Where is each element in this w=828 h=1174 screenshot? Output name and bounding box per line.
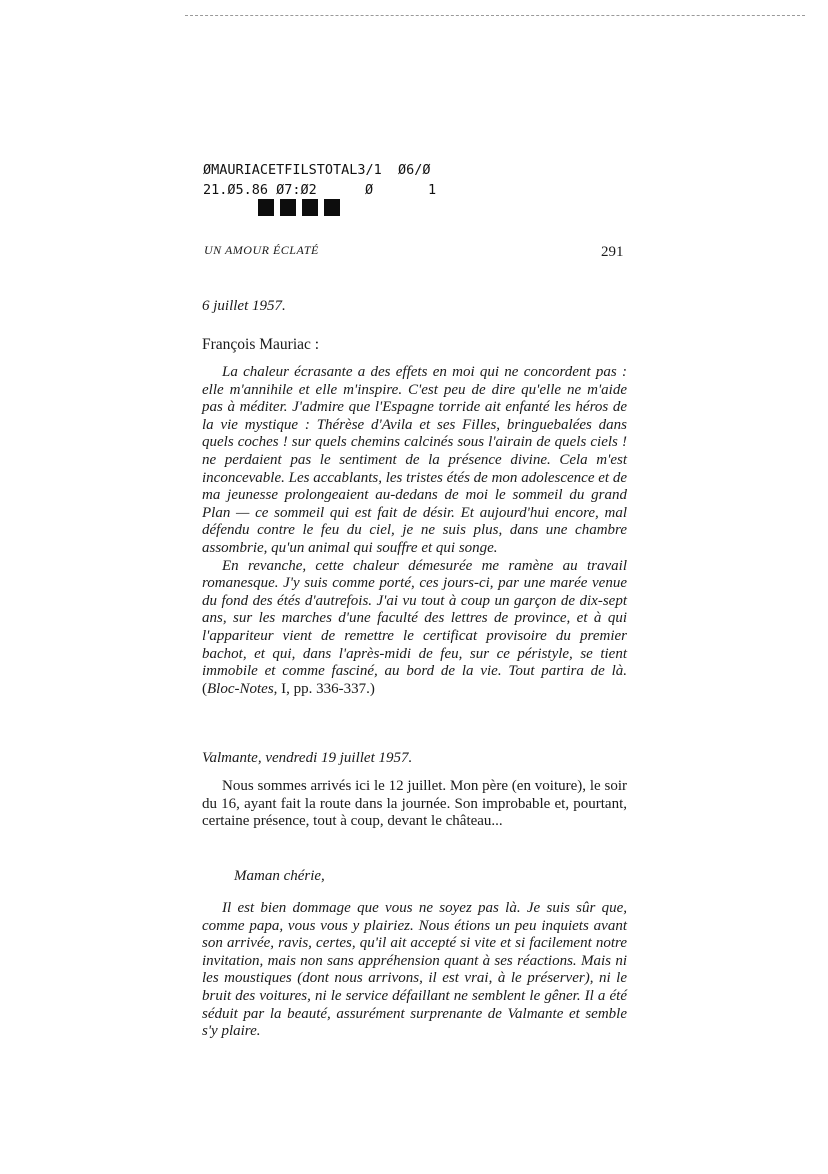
stamp-code-b: Ø6/Ø (398, 162, 431, 178)
stamp-timestamp: 21.Ø5.86 Ø7:Ø2 (203, 182, 317, 198)
redaction-block (302, 199, 318, 216)
speaker-name: François Mauriac : (202, 336, 320, 353)
stamp-one: 1 (428, 182, 437, 198)
redaction-block (258, 199, 274, 216)
stamp-zero: Ø (365, 182, 374, 198)
page-number: 291 (601, 244, 624, 260)
citation-rest: , I, pp. 336-337.) (273, 680, 375, 697)
top-rule (185, 15, 805, 16)
redaction-block (280, 199, 296, 216)
narrative-paragraph: Nous sommes arrivés ici le 12 juillet. Mon père (en voiture), le soir du 16, ayant fait la route dans la journée. Son improbable et, pourtant, certaine présence, tout à coup, devant le château... (202, 778, 627, 830)
redaction-block (324, 199, 340, 216)
quote-paragraph-2 (202, 558, 627, 699)
letter-salutation: Maman chérie, (234, 868, 325, 884)
quote-paragraph-1: La chaleur écrasante a des effets en moi qui ne concordent pas : elle m'annihile et elle m'inspire. C'est peu de dire qu'elle ne m'aide pas à méditer. J'admire que l'Espagne torride ait enfanté les héros de la vie mystique : Thérèse d'Avila et ses Filles, bringuebalées dans quels coches ! sur quels chemins calcinés sous l'airain de quels ciels ! ne perdaient pas le sentiment de la présence divine. Cela m'est inconcevable. Les accablants, les tristes étés de mon adolescence et de ma jeunesse prolongeaient au-dedans de moi le sommeil du grand Plan — ce sommeil qui est fait de désir. Et aujourd'hui encore, mal défendu contre le feu du ciel, je ne suis plus, dans une chambre assombrie, qu'un animal qui souffre et qui songe. (202, 364, 627, 556)
entry-date-2: Valmante, vendredi 19 juillet 1957. (202, 750, 413, 766)
citation-open: ( (202, 680, 207, 697)
letter-body: Il est bien dommage que vous ne soyez pas là. Je suis sûr que, comme papa, vous vous y plairiez. Nous étions un peu inquiets avant son arrivée, ravis, certes, qu'il ait accepté si vite et si facilement notre invitation, mais non sans appréhension quant à ses réactions. Mais ni les moustiques (dont nous arrivons, il est vrai, à le préserver), ni le bruit des voitures, ni le service défaillant ne semblent le gêner. Il a été séduit par la beauté, assurément surprenante de Valmante et semble s'y plaire. (202, 900, 627, 1040)
redaction-blocks (258, 199, 340, 216)
stamp-code: ØMAURIACETFILSTOTAL3/1 (203, 162, 382, 178)
mauriac-quote (202, 364, 627, 698)
entry-date-1: 6 juillet 1957. (202, 298, 286, 314)
quote-paragraph-2-text: En revanche, cette chaleur démesurée me ramène au travail romanesque. J'y suis comme porté, ces jours-ci, par une marée venue du fond des étés d'autrefois. J'ai vu tout à coup un garçon de dix-sept ans, sur les marches d'une faculté des lettres de province, et à qui l'appariteur vient de remettre le certificat provisoire du premier bachot, et qui, dans l'après-midi de feu, sur ce péristyle, se tient immobile et comme fasciné, au bord de la vie. Tout partira de là. (202, 557, 627, 680)
running-title: UN AMOUR ÉCLATÉ (204, 243, 319, 257)
citation-title: Bloc-Notes (207, 680, 274, 697)
